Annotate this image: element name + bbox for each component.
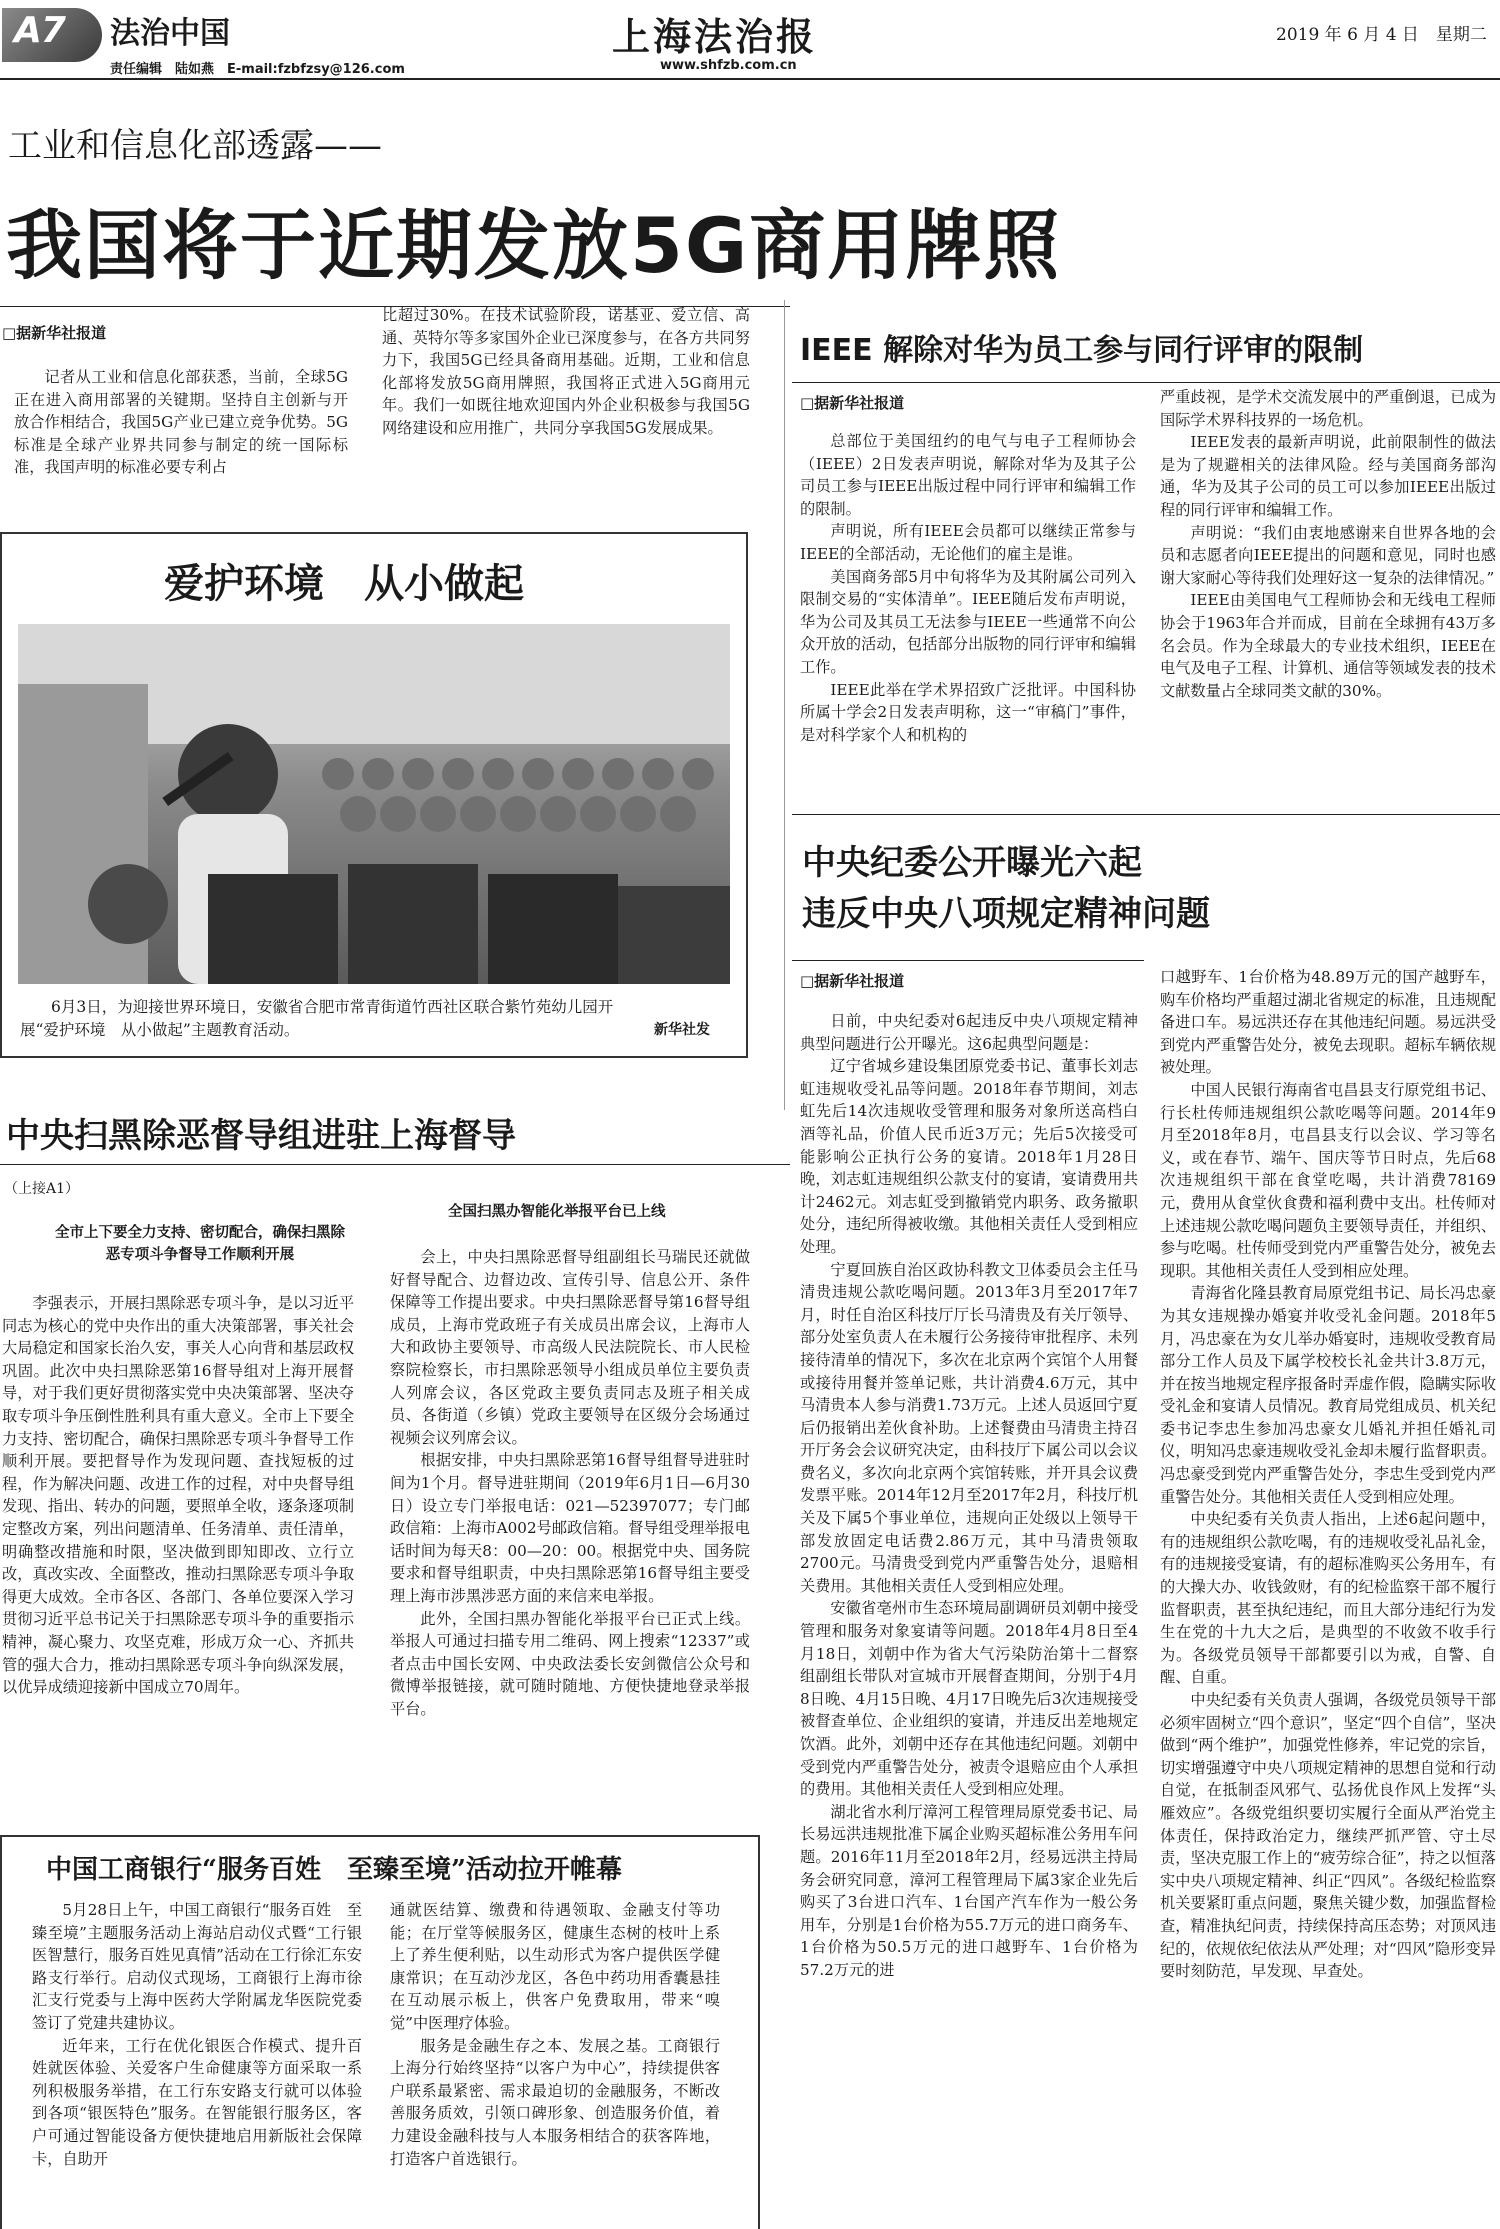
photo-credit: 新华社发 — [654, 1022, 710, 1038]
ieee-para: 声明说：“我们由衷地感谢来自世界各地的会员和志愿者向IEEE提出的问题和意见，同时也感谢大家耐心等待我们处理好这一复杂的法律情况。” — [1160, 523, 1496, 587]
jiwei-para: 湖北省水利厅漳河工程管理局原党委书记、局长易远洪违规批准下属企业购买超标准公务用车问题。2016年11月至2018年2月，经易远洪主持局务会研究同意，漳河工程管理局下属3家企业先后购买了3台进口汽车、1台国产汽车作为一般公务用车，分别是1台价格为55.7万元的进口商务车、1台价格为50.5万元的进口越野车、1台价格为57.2万元的进 — [800, 1802, 1138, 1979]
icbc-para: 服务是金融生存之本、发展之基。工商银行上海分行始终坚持“以客户为中心”，持续提供客户联系最紧密、需求最迫切的金融服务，不断改善服务质效，引领口碑形象、创造服务价值，着力建设金融科技与人本服务相结合的获客阵地，打造客户首选银行。 — [390, 2036, 720, 2168]
column-divider — [784, 300, 785, 1110]
saohei-para: 此外，全国扫黑办智能化举报平台已正式上线。举报人可通过扫描专用二维码、网上搜索“12337”或者点击中国长安网、中央政法委长安剑微信公众号和微博举报链接，就可随时随地、方便快捷地登录举报平台。 — [390, 1609, 750, 1718]
ieee-col-1 — [800, 430, 1136, 746]
ieee-rule-top — [792, 382, 1500, 383]
jiwei-para: 中央纪委有关负责人指出，上述6起问题中，有的违规组织公款吃喝，有的违规收受礼品礼金，有的违规接受宴请，有的超标准购买公务用车，有的大操大办、收钱敛财，有的纪检监察干部不履行监督职责，甚至执纪违纪，而且大部分违纪行为发生在党的十九大之后，是典型的不收敛不收手行为。各级党员领导干部都要引以为戒，自警、自醒、自重。 — [1160, 1510, 1496, 1687]
masthead — [0, 0, 1500, 78]
saohei-col-1 — [2, 1292, 354, 1699]
photo-caption: 6月3日，为迎接世界环境日，安徽省合肥市常青街道竹西社区联合紫竹苑幼儿园开展“爱护环境 从小做起”主题教育活动。 — [20, 998, 614, 1039]
lead-col-1-text: 记者从工业和信息化部获悉，当前，全球5G正在进入商用部署的关键期。坚持自主创新与开放合作相结合，我国5G产业已建立竞争优势。5G标准是全球产业界共同参与制定的统一国际标准，我国声明的标准必要专利占 — [14, 368, 348, 477]
ieee-para: IEEE发表的最新声明说，此前限制性的做法是为了规避相关的法律风险。经与美国商务部沟通，华为及其子公司的员工可以参加IEEE出版过程的同行评审和编辑工作。 — [1160, 433, 1496, 519]
lead-headline: 我国将于近期发放5G商用牌照 — [6, 201, 1062, 290]
jiwei-para: 辽宁省城乡建设集团原党委书记、董事长刘志虹违规收受礼品等问题。2018年春节期间，刘志虹先后14次违规收受管理和服务对象所送高档白酒等礼品，价值人民币近3万元；先后5次接受可能影响公正执行公务的宴请。2018年1月28日晚，刘志虹违规组织公款支付的宴请，宴请费用共计2462元。刘志虹受到撤销党内职务、政务撤职处分，违纪所得被收缴。其他相关责任人受到相应处理。 — [800, 1057, 1138, 1256]
saohei-para: 根据安排，中央扫黑除恶第16督导组督导进驻时间为1个月。督导进驻期间（2019年6月1日—6月30日）设立专门举报电话：021—52397077；专门邮政信箱：上海市A002号邮政信箱。督导组受理举报电话时间为每天8：00—20：00。根据党中央、国务院要求和督导组职责，中央扫黑除恶第16督导组主要受理上海市涉黑涉恶方面的来信来电举报。 — [390, 1451, 750, 1605]
ieee-byline: □据新华社报道 — [800, 394, 905, 412]
icbc-col-2 — [390, 1899, 720, 2170]
jiwei-para: 日前，中央纪委对6起违反中央八项规定精神典型问题进行公开曝光。这6起典型问题是： — [800, 1012, 1138, 1053]
paper-name: 上海法治报 — [612, 14, 818, 59]
page-number: A7 — [14, 10, 65, 51]
lead-col-1 — [14, 366, 348, 479]
icbc-para: 通就医结算、缴费和待遇领取、金融支付等功能；在厅堂等候服务区，健康生态树的枝叶上系上了养生便利贴，以生动形式为客户提供医学健康常识；在互动沙龙区，各色中药功用香囊悬挂在互动展示板上，供客户免费取用，带来“嗅觉”中医理疗体验。 — [390, 1901, 720, 2032]
photo-image — [18, 624, 730, 984]
issue-date: 2019 年 6 月 4 日 星期二 — [1276, 25, 1487, 45]
lead-col-2-text: 比超过30%。在技术试验阶段，诺基亚、爱立信、高通、英特尔等多家国外企业已深度参与，在各方共同努力下，我国5G已经具备商用基础。近期，工业和信息化部将发放5G商用牌照，我国将正式进入5G商用元年。我们一如既往地欢迎国内外企业积极参与我国5G网络建设和应用推广，共同分享我国5G发展成果。 — [382, 306, 750, 437]
photo-illustration — [18, 624, 730, 984]
icbc-box — [0, 1835, 760, 2229]
saohei-sub1: 全市上下要全力支持、密切配合，确保扫黑除恶专项斗争督导工作顺利开展 — [55, 1225, 345, 1263]
jiwei-para: 口越野车、1台价格为48.89万元的国产越野车，购车价格均严重超过湖北省规定的标准，且违规配备进口车。易远洪还存在其他违纪问题。易远洪受到党内严重警告处分，被免去现职。超标车辆依规被处理。 — [1160, 968, 1496, 1077]
jiwei-col-2 — [1160, 966, 1496, 1983]
ieee-para: IEEE由美国电气工程师协会和无线电工程师协会于1963年合并而成，目前在全球拥有43万多名会员。作为全球最大的专业技术组织，IEEE在电气及电子工程、计算机、通信等领域发表的技术文献数量占全球同类文献的30%。 — [1160, 591, 1496, 700]
ieee-para: 总部位于美国纽约的电气与电子工程师协会（IEEE）2日发表声明说，解除对华为及其子公司员工参与IEEE出版过程中同行评审和编辑工作的限制。 — [800, 432, 1136, 518]
editor-line: 责任编辑 陆如燕 E-mail:fzbfzsy@126.com — [110, 62, 405, 77]
lead-byline: □据新华社报道 — [2, 324, 107, 342]
saohei-rule — [0, 1164, 790, 1165]
saohei-col-1-text: 李强表示，开展扫黑除恶专项斗争，是以习近平同志为核心的党中央作出的重大决策部署，事关社会大局稳定和国家长治久安，事关人心向背和基层政权巩固。此次中央扫黑除恶第16督导组对上海开展督导，对于我们更好贯彻落实党中央决策部署、坚决夺取专项斗争压倒性胜利具有重大意义。全市上下要全力支持、密切配合，确保扫黑除恶专项斗争督导工作顺利开展。要把督导作为发现问题、查找短板的过程，作为解决问题、改进工作的过程，对中央督导组发现、指出、转办的问题，要照单全收，逐条逐项制定整改方案，列出问题清单、任务清单、责任清单，明确整改措施和时限，坚决做到即知即改、立行立改，真改实改、全面整改，推动扫黑除恶专项斗争取得更大成效。全市各区、各部门、各单位要深入学习贯彻习近平总书记关于扫黑除恶专项斗争的重要指示精神，凝心聚力、攻坚克难，形成万众一心、齐抓共管的强大合力，推动扫黑除恶专项斗争向纵深发展，以优异成绩迎接新中国成立70周年。 — [2, 1294, 354, 1697]
ieee-para: 美国商务部5月中旬将华为及其附属公司列入限制交易的“实体清单”。IEEE随后发布声明说，华为公司及其员工无法参与IEEE一些通常不向公众开放的活动，包括部分出版物的同行评审和编辑工作。 — [800, 567, 1136, 676]
website: www.shfzb.com.cn — [660, 58, 797, 73]
jiwei-headline-2: 违反中央八项规定精神问题 — [802, 894, 1210, 934]
jiwei-rule-2 — [792, 960, 1144, 961]
ieee-para: 声明说，所有IEEE会员都可以继续正常参与IEEE的全部活动，无论他们的雇主是谁。 — [800, 522, 1136, 563]
icbc-para: 5月28日上午，中国工商银行“服务百姓 至臻至境”主题服务活动上海站启动仪式暨“工行银医智慧行，服务百姓见真情”活动在工行徐汇东安路支行举行。启动仪式现场，工商银行上海市徐汇支行党委与上海中医药大学附属龙华医院党委签订了党建共建协议。 — [32, 1901, 362, 2032]
recycle-bin-icon — [208, 864, 730, 984]
ieee-para: 严重歧视，是学术交流发展中的严重倒退，已成为国际学术界科技界的一场危机。 — [1160, 388, 1496, 429]
jiwei-headline-1: 中央纪委公开曝光六起 — [802, 843, 1142, 883]
saohei-headline: 中央扫黑除恶督导组进驻上海督导 — [6, 1116, 516, 1156]
jiwei-para: 宁夏回族自治区政协科教文卫体委员会主任马清贵违规公款吃喝问题。2013年3月至2017年7月，时任自治区科技厅厅长马清贵及有关厅领导、部分处室负责人在未履行公务接待审批程序、未列接待清单的情况下，多次在北京两个宾馆个人用餐或接待用餐并签单记账，共计消费4.6万元，其中马清贵本人参与消费1.73万元。上述人员返回宁夏后仍报销出差伙食补助。上述餐费由马清贵主持召开厅务会会议研究决定，由科技厅下属公司以会议费名义，多次向北京两个宾馆转账，并开具会议费发票平账。2014年12月至2017年2月，科技厅机关及下属5个事业单位，违规向正处级以上领导干部发放固定电话费2.86万元，其中马清贵领取2700元。马清贵受到党内严重警告处分，退赔相关费用。其他相关责任人受到相应处理。 — [800, 1260, 1138, 1595]
ieee-para: IEEE此举在学术界招致广泛批评。中国科协所属十学会2日发表声明称，这一“审稿门”事件，是对科学家个人和机构的 — [800, 680, 1136, 744]
saohei-continued: （上接A1） — [4, 1181, 80, 1197]
icbc-headline: 中国工商银行“服务百姓 至臻至境”活动拉开帷幕 — [46, 1855, 622, 1885]
jiwei-para: 安徽省亳州市生态环境局副调研员刘朝中接受管理和服务对象宴请等问题。2018年4月8日至4月18日，刘朝中作为省大气污染防治第十二督察组副组长带队对宣城市开展督查期间，分别于4月8日晚、4月15日晚、4月17日晚先后3次违规接受被督查单位、企业组织的宴请，并违反出差地规定饮酒。此外，刘朝中还存在其他违纪问题。刘朝中受到党内严重警告处分，被责令退赔应由个人承担的费用。其他相关责任人受到相应处理。 — [800, 1599, 1138, 1799]
saohei-col-2 — [390, 1246, 750, 1720]
jiwei-byline: □据新华社报道 — [800, 972, 905, 990]
section-title: 法治中国 — [110, 16, 230, 51]
lead-kicker: 工业和信息化部透露—— — [8, 126, 382, 166]
jiwei-rule-top — [792, 814, 1500, 815]
photo-box — [0, 532, 748, 1058]
saohei-para: 会上，中央扫黑除恶督导组副组长马瑞民还就做好督导配合、边督边改、宣传引导、信息公开、条件保障等工作提出要求。中央扫黑除恶督导第16督导组成员，上海市党政班子有关成员出席会议，上海市人大和政协主要领导、市高级人民法院院长、市人民检察院检察长，市扫黑除恶领导小组成员单位主要负责人列席会议，各区党政主要负责同志及班子相关成员、各街道（乡镇）党政主要领导在区级分会场通过视频会议列席会议。 — [390, 1248, 750, 1447]
lead-col-2 — [382, 304, 750, 440]
jiwei-col-1 — [800, 1010, 1138, 1982]
icbc-para: 近年来，工行在优化银医合作模式、提升百姓就医体验、关爱客户生命健康等方面采取一系列积极服务举措，在工行东安路支行就可以体验到各项“银医特色”服务。在智能银行服务区，客户可通过智能设备方便快捷地启用新版社会保障卡，自助开 — [32, 2036, 362, 2168]
jiwei-para: 中国人民银行海南省屯昌县支行原党组书记、行长杜传师违规组织公款吃喝等问题。2014年9月至2018年8月，屯昌县支行以会议、学习等名义，或在春节、端午、国庆等节日时点，先后68次违规组织干部在食堂吃喝，共计消费78169元，费用从食堂伙食费和福利费中支出。杜传师对上述违规公款吃喝问题负主要领导责任，并组织、参与吃喝。杜传师受到党内严重警告处分，被免去现职。其他相关责任人受到相应处理。 — [1160, 1080, 1496, 1280]
jiwei-para: 中央纪委有关负责人强调，各级党员领导干部必须牢固树立“四个意识”，坚定“四个自信”，坚决做到“两个维护”，加强党性修养，牢记党的宗旨，切实增强遵守中央八项规定精神的思想自觉和行动自觉，在抵制歪风邪气、弘扬优良作风上发挥“头雁效应”。各级党组织要切实履行全面从严治党主体责任，保持政治定力，继续严抓严管、守土尽责，坚决克服工作上的“疲劳综合征”，持之以恒落实中央八项规定精神、纠正“四风”。各级纪检监察机关要紧盯重点问题，聚焦关键少数，加强监督检查，精准执纪问责，持续保持高压态势；对顶风违纪的，依规依纪依法从严处理；对“四风”隐形变异要时刻防范，早发现、早查处。 — [1160, 1691, 1496, 1981]
photo-title: 爱护环境 从小做起 — [164, 561, 524, 607]
masthead-rule — [0, 78, 1500, 80]
ieee-headline: IEEE 解除对华为员工参与同行评审的限制 — [800, 333, 1364, 368]
saohei-sub2: 全国扫黑办智能化举报平台已上线 — [448, 1204, 666, 1220]
jiwei-para: 青海省化隆县教育局原党组书记、局长冯忠豪为其女违规操办婚宴并收受礼金问题。2018年5月，冯忠豪在为女儿举办婚宴时，违规收受教育局部分工作人员及下属学校校长礼金共计3.8万元，并在按当地规定程序报备时弄虚作假，隐瞒实际收受礼金和宴请人员情况。教育局党组成员、机关纪委书记李忠生参加冯忠豪女儿婚礼并担任婚礼司仪，明知冯忠豪违规收受礼金却未履行监督职责。冯忠豪受到党内严重警告处分，李忠生受到党内严重警告处分。其他相关责任人受到相应处理。 — [1160, 1284, 1496, 1506]
ieee-col-2 — [1160, 386, 1496, 702]
icbc-col-1 — [32, 1899, 362, 2170]
